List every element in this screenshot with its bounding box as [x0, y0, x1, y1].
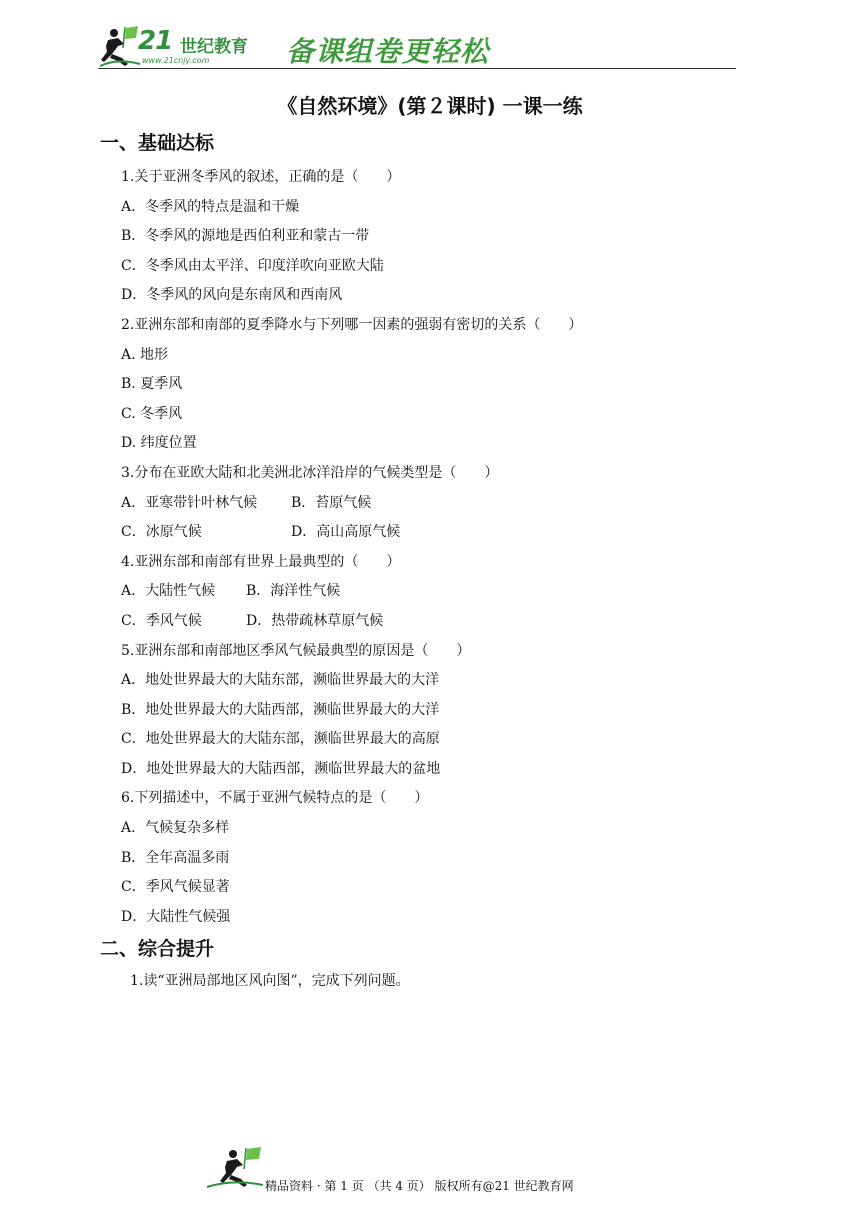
answer-option: C．冰原气候: [121, 524, 202, 541]
question-list: [121, 163, 761, 932]
answer-option: C．冬季风由太平洋、印度洋吹向亚欧大陆: [121, 257, 384, 274]
answer-option: B．苔原气候: [291, 494, 372, 511]
question-stem: 5.亚洲东部和南部地区季风气候最典型的原因是（ ）: [121, 642, 471, 659]
page-header: [98, 22, 736, 70]
header-divider: [98, 68, 736, 69]
answer-option: A. 地形: [121, 346, 169, 363]
answer-option-row: [121, 518, 761, 548]
answer-option: B．海洋性气候: [246, 583, 341, 600]
answer-option: C．季风气候显著: [121, 879, 230, 896]
answer-option: A．气候复杂多样: [121, 820, 230, 837]
question-stem: 6.下列描述中，不属于亚洲气候特点的是（ ）: [121, 790, 429, 807]
question-stem: 1.关于亚洲冬季风的叙述，正确的是（ ）: [121, 169, 401, 185]
answer-option: D．地处世界最大的大陆西部，濒临世界最大的盆地: [121, 760, 441, 777]
question-stem: 3.分布在亚欧大陆和北美洲北冰洋沿岸的气候类型是（ ）: [121, 464, 499, 481]
answer-option: D．大陆性气候强: [121, 908, 231, 925]
answer-option: D．冬季风的风向是东南风和西南风: [121, 287, 343, 304]
section-heading-basic: 一、基础达标: [100, 132, 215, 154]
answer-option: D．热带疏林草原气候: [246, 612, 384, 629]
answer-option: A．冬季风的特点是温和干燥: [121, 198, 300, 215]
answer-option-row: [121, 489, 761, 519]
answer-option: C．地处世界最大的大陆东部，濒临世界最大的高原: [121, 731, 440, 748]
section-heading-advanced: 二、综合提升: [100, 938, 215, 960]
brand-number: 21: [138, 26, 173, 56]
answer-option: B．地处世界最大的大陆西部，濒临世界最大的大洋: [121, 701, 440, 718]
answer-option: A．大陆性气候: [121, 583, 216, 600]
footer-text: 精品资料 · 第 1 页 （共 4 页） 版权所有@21 世纪教育网: [265, 1179, 574, 1193]
answer-option: C. 冬季风: [121, 405, 183, 422]
answer-option: D. 纬度位置: [121, 435, 197, 452]
question-stem: 4.亚洲东部和南部有世界上最典型的（ ）: [121, 553, 401, 570]
runner-flag-icon: [205, 1145, 265, 1189]
question-stem: 2.亚洲东部和南部的夏季降水与下列哪一因素的强弱有密切的关系（ ）: [121, 316, 583, 333]
brand-name: 世纪教育: [180, 37, 248, 57]
header-slogan: 备课组卷更轻松: [286, 35, 490, 68]
answer-option-row: [121, 607, 761, 637]
answer-option: B．全年高温多雨: [121, 849, 230, 866]
answer-option: C．季风气候: [121, 612, 202, 629]
answer-option: A．地处世界最大的大陆东部，濒临世界最大的大洋: [121, 672, 440, 689]
answer-option: B．冬季风的源地是西伯利亚和蒙古一带: [121, 228, 370, 245]
document-title: 《自然环境》(第２课时) 一课一练: [277, 94, 583, 118]
runner-flag-icon: [98, 24, 142, 68]
answer-option: A．亚寒带针叶林气候: [121, 494, 258, 511]
page-footer: [205, 1145, 625, 1193]
answer-option: D．高山高原气候: [291, 524, 401, 541]
answer-option-row: [121, 577, 761, 607]
advanced-question-stem: 1.读“亚洲局部地区风向图”，完成下列问题。: [130, 973, 410, 989]
answer-option: B. 夏季风: [121, 376, 183, 393]
brand-url: www.21cnjy.com: [142, 56, 210, 65]
